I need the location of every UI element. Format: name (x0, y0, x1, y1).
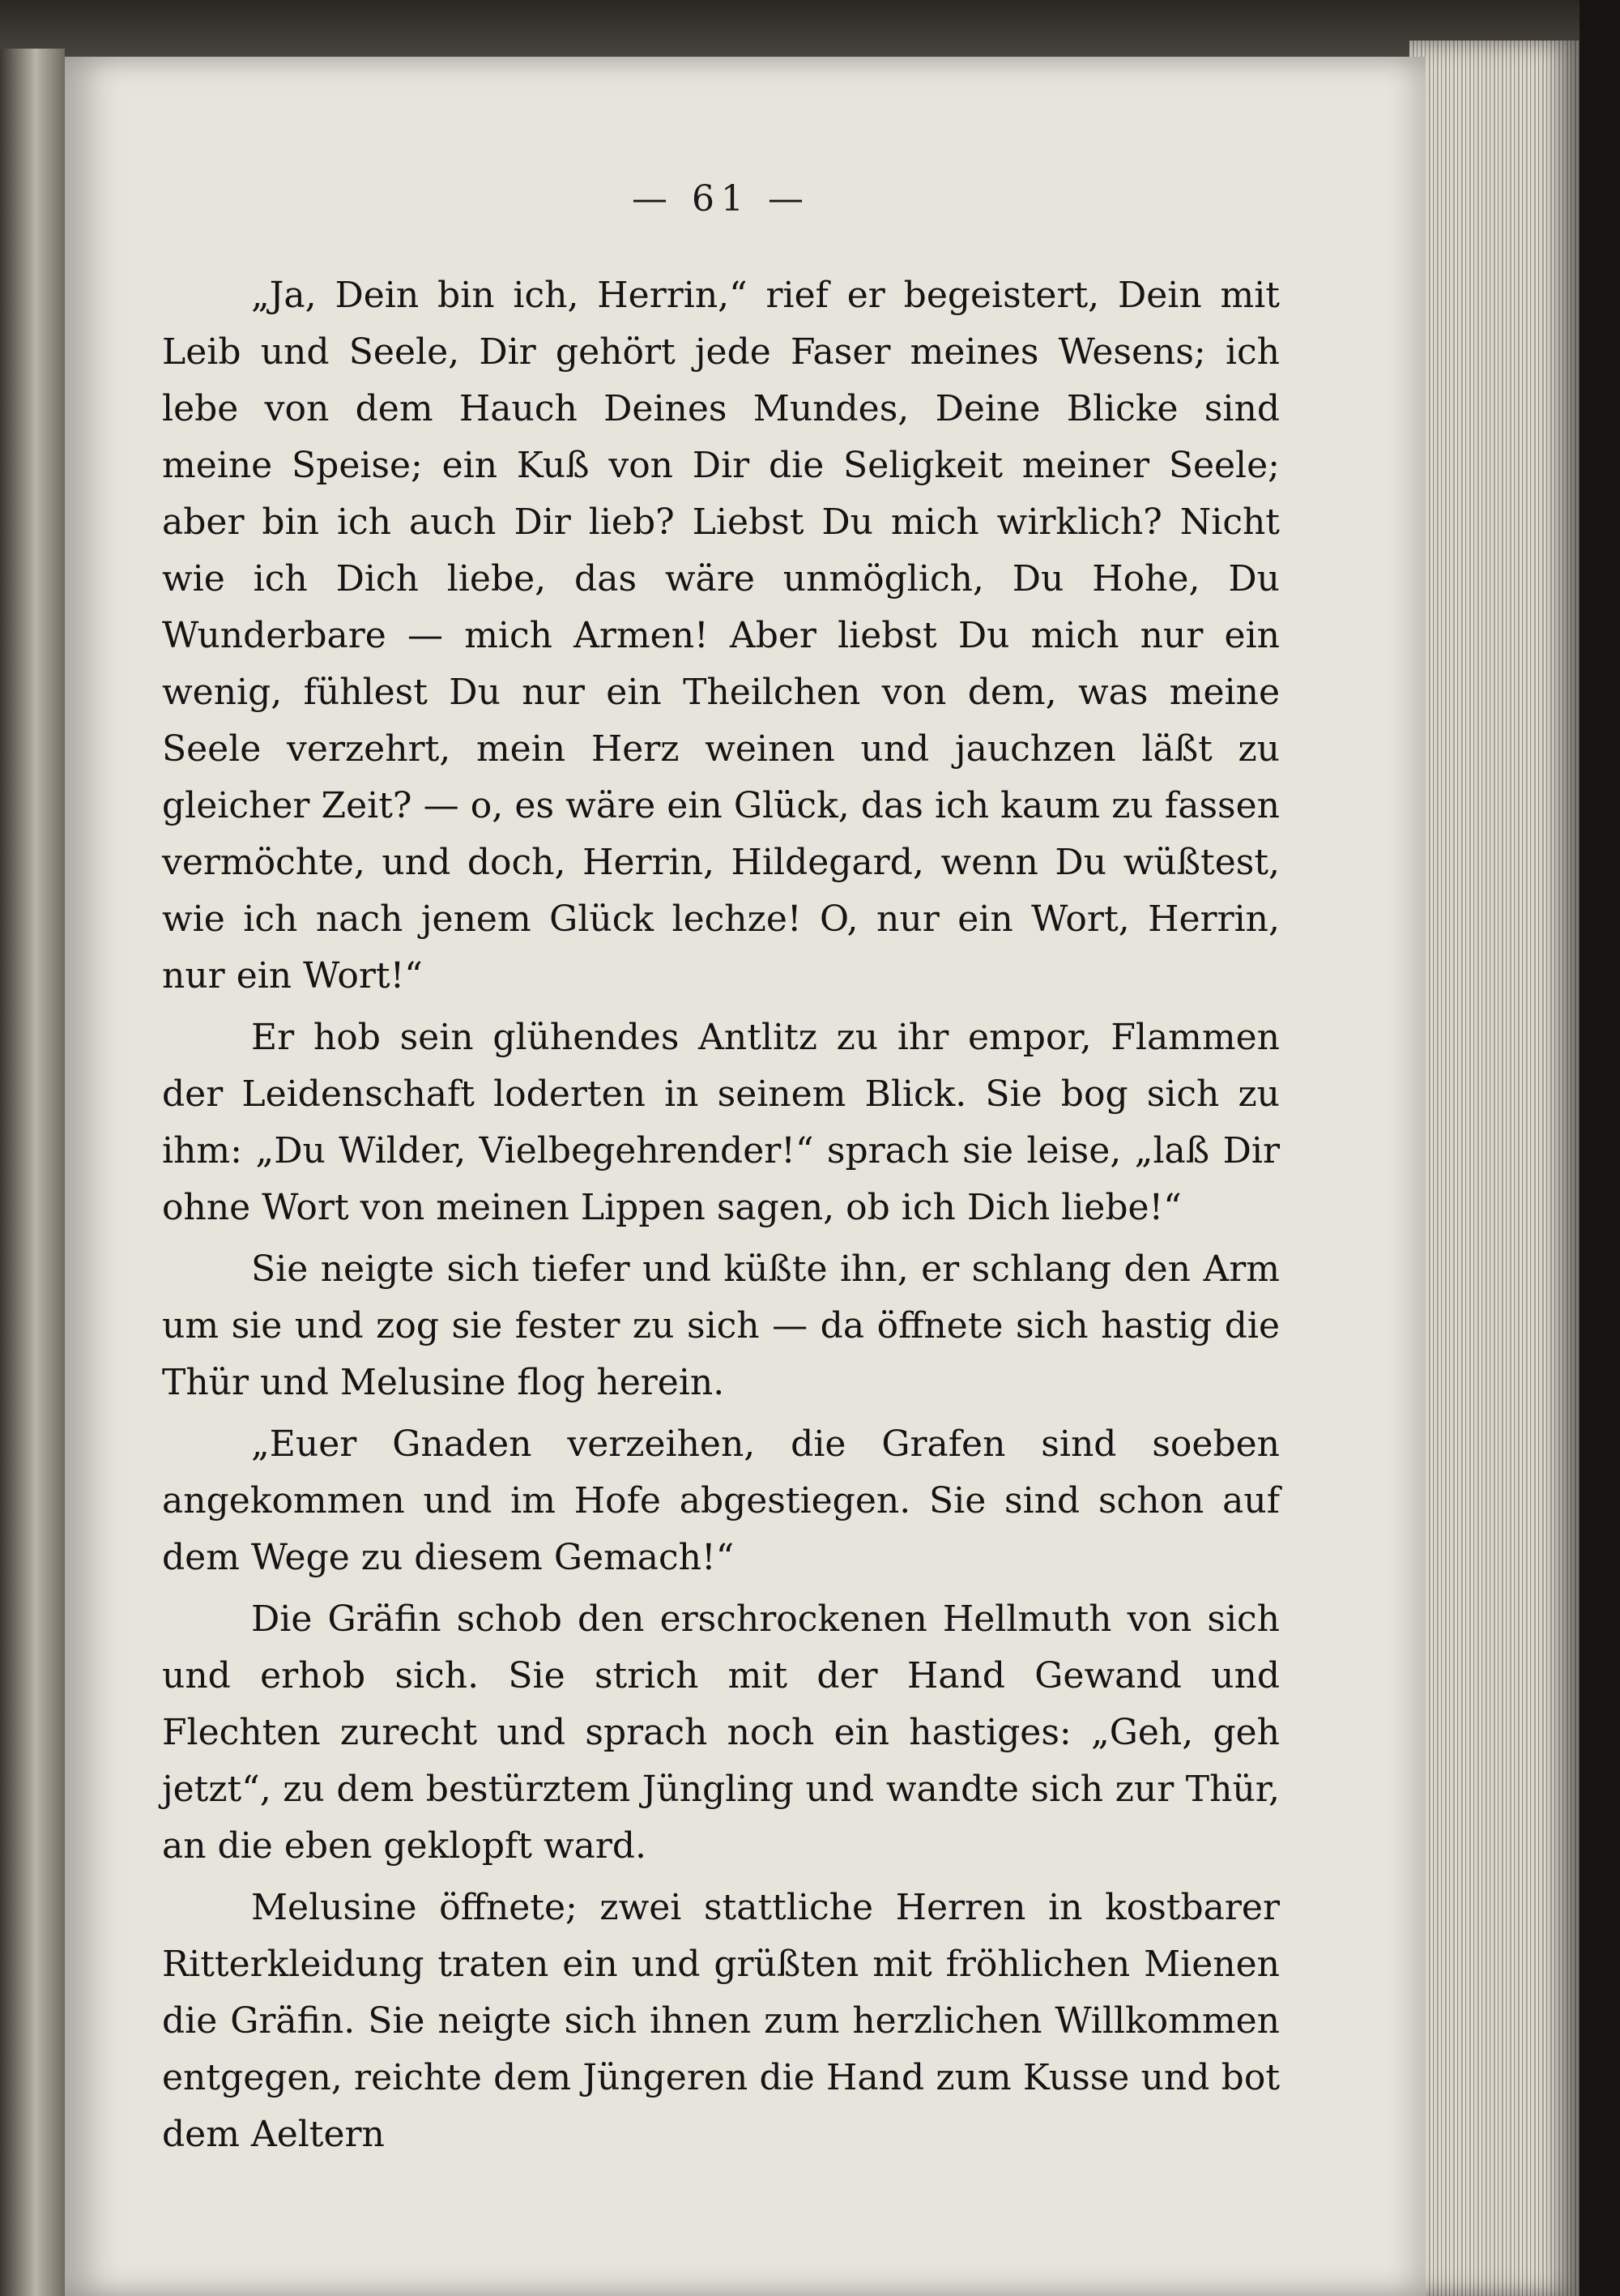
paragraph-text: „Euer Gnaden verzeihen, die Grafen sind soeben angekommen und im Hofe abgestiegen. Sie sind schon auf dem Wege zu diesem Gemach!“ (162, 1423, 1280, 1578)
paragraph-text: „Ja, Dein bin ich, Herrin,“ rief er begeistert, Dein mit Leib und Seele, Dir gehört jede Faser meines Wesens; ich lebe von dem Hauch Deines Mundes, Deine Blicke sind meine Speise; ein Kuß von Dir die Seligkeit meiner Seele; aber bin ich auch Dir lieb? Liebst Du mich wirklich? Nicht wie ich Dich liebe, das wäre unmöglich, Du Hohe, Du Wunderbare — mich Armen! Aber liebst Du mich nur ein wenig, fühlest Du nur ein Theilchen von dem, was meine Seele verzehrt, mein Herz weinen und jauchzen läßt zu gleicher Zeit? — o, es wäre ein Glück, das ich kaum zu fassen vermöchte, und doch, Herrin, Hildegard, wenn Du wüßtest, wie ich nach jenem Glück lechze! O, nur ein Wort, Herrin, nur ein Wort!“ (162, 275, 1280, 996)
paragraph-text: Die Gräfin schob den erschrockenen Hellmuth von sich und erhob sich. Sie strich mit der Hand Gewand und Flechten zurecht und sprach noch ein hastiges: „Geh, geh jetzt“, zu dem bestürztem Jüngling und wandte sich zur Thür, an die eben geklopft ward. (162, 1598, 1280, 1867)
page-stack-edge (1409, 41, 1580, 2296)
book-cover-right (1580, 0, 1620, 2296)
paragraph (162, 1880, 1280, 2163)
paragraph-text: Er hob sein glühendes Antlitz zu ihr empor, Flammen der Leidenschaft loderten in seinem Blick. Sie bog sich zu ihm: „Du Wilder, Vielbegehrender!“ sprach sie leise, „laß Dir ohne Wort von meinen Lippen sagen, ob ich Dich liebe!“ (162, 1017, 1280, 1228)
paragraph (162, 267, 1280, 1005)
paragraph (162, 1241, 1280, 1411)
paragraph-text: Melusine öffnete; zwei stattliche Herren in kostbarer Ritterkleidung traten ein und grüßten mit fröhlichen Mienen die Gräfin. Sie neigte sich ihnen zum herzlichen Willkommen entgegen, reichte dem Jüngeren die Hand zum Kusse und bot dem Aeltern (162, 1887, 1280, 2155)
paragraph (162, 1009, 1280, 1236)
paragraph-text: Sie neigte sich tiefer und küßte ihn, er schlang den Arm um sie und zog sie fester zu sich — da öffnete sich hastig die Thür und Melusine flog herein. (162, 1248, 1280, 1403)
paragraph (162, 1591, 1280, 1875)
page-number: — 61 — (632, 178, 810, 220)
page-body-text (162, 267, 1280, 2163)
paragraph (162, 1416, 1280, 1586)
left-page-edge (0, 49, 65, 2296)
